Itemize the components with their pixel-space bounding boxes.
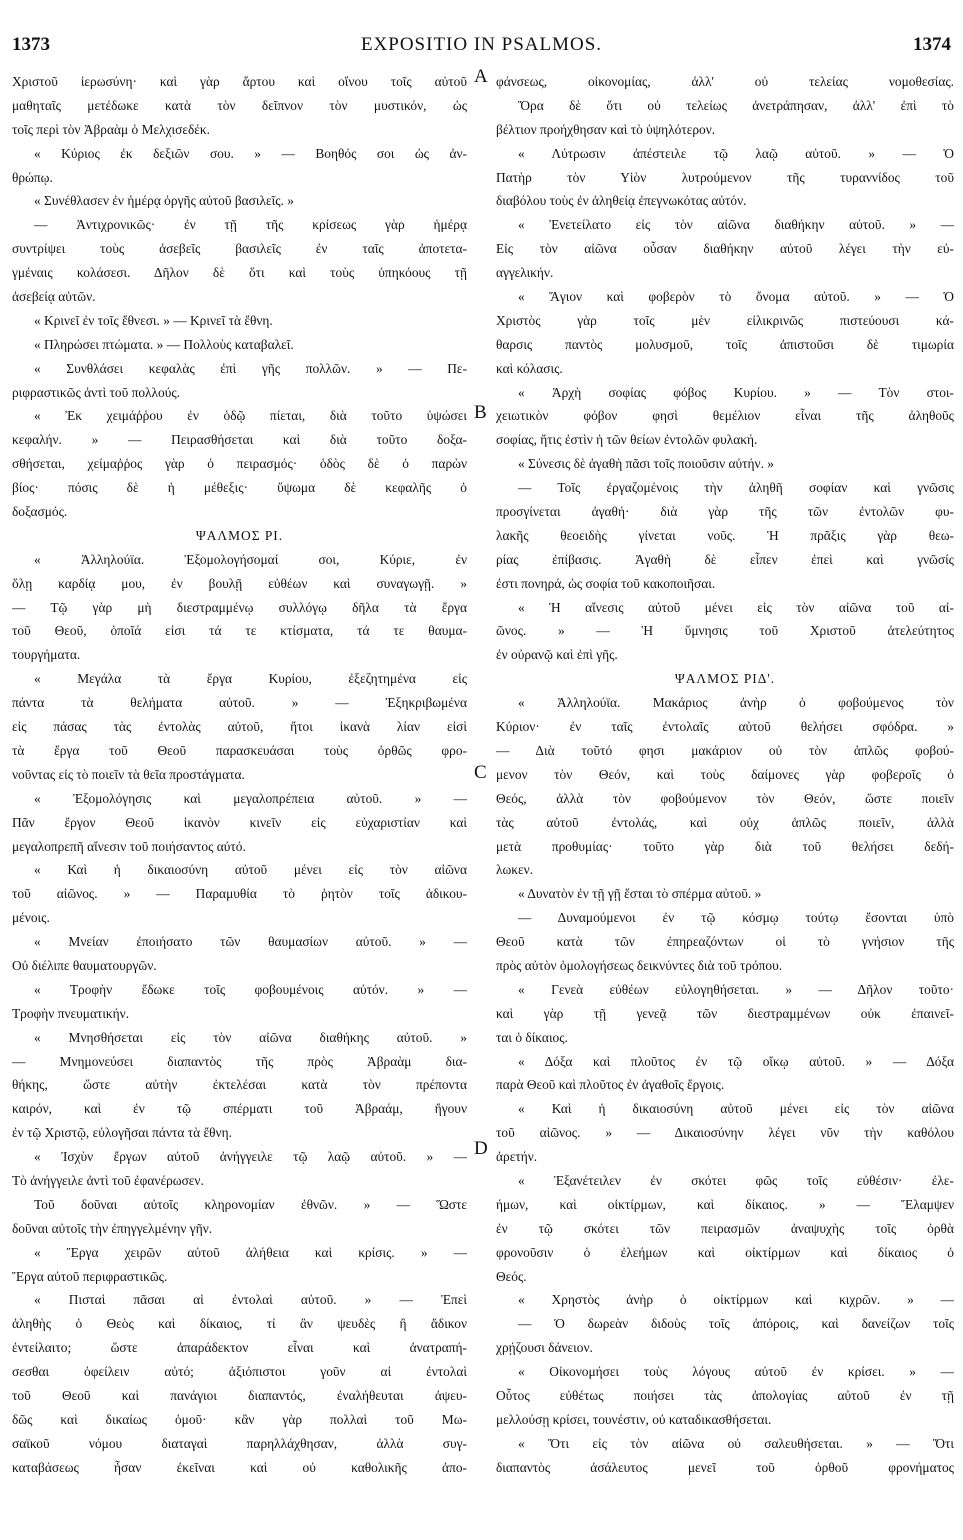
text-line: ἀρετήν. bbox=[496, 1149, 538, 1165]
text-line: φάνσεως, οἰκονομίας, ἀλλ' οὐ τελείας νομοθεσίας. bbox=[496, 74, 954, 89]
text-line: δῶς καὶ δικαίως ὁμοῦ· κἂν γὰρ πολλαὶ τοῦ Μω- bbox=[12, 1411, 467, 1427]
text-line: μετὰ προθυμίας· τοῦτο γὰρ διὰ τοῦ θελήσει δεδή- bbox=[496, 838, 954, 854]
text-line: « Κρινεῖ ἐν τοῖς ἔθνεσι. » — Κρινεῖ τὰ ἔθνη. bbox=[34, 312, 273, 328]
text-line: « Δόξα καὶ πλοῦτος ἐν τῷ οἴκῳ αὐτοῦ. » — Δόξα bbox=[518, 1053, 954, 1069]
text-line: ἐστι πονηρά, ὡς σοφία τοῦ κακοποιῆσαι. bbox=[496, 575, 716, 591]
text-line: « Ἰσχὺν ἔργων αὐτοῦ ἀνήγγειλε τῷ λαῷ αὐτοῦ. » — bbox=[34, 1149, 467, 1165]
text-line: « Ὅτι εἰς τὸν αἰῶνα οὐ σαλευθήσεται. » — Ὅτι bbox=[518, 1435, 954, 1451]
text-line: σοφίας, ἥτις ἐστὶν ἡ τῶν θείων ἐντολῶν φυλακή. bbox=[496, 432, 758, 448]
text-line: γμέναις κολάσεσι. Δῆλον δὲ ὅτι καὶ τοὺς ὑπηκόους τῇ bbox=[12, 265, 467, 281]
text-line: Πατὴρ τὸν Υἱὸν λυτρούμενον τῆς τυραννίδος τοῦ bbox=[496, 169, 954, 185]
text-line: ῶνος. » — Ἡ ὕμνησις τοῦ Χριστοῦ ἀτελεύτητος bbox=[496, 623, 954, 639]
text-line: — Μνημονεύσει διαπαντὸς τῆς πρὸς Ἀβραὰμ δια- bbox=[12, 1053, 467, 1069]
text-line: Κύριον· ἐν ταῖς ἐντολαῖς αὐτοῦ θελήσει σφόδρα. » bbox=[496, 719, 954, 735]
text-line: σεσθαι ὀφείλειν αὐτό; ἀξιόπιστοι γοῦν αἱ ἐντολαὶ bbox=[12, 1364, 467, 1380]
text-line: « Ἐξομολόγησις καὶ μεγαλοπρέπεια αὐτοῦ. » — bbox=[34, 790, 467, 806]
text-line: « Ἀλληλούϊα. Ἐξομολογήσομαί σοι, Κύριε, ἐν bbox=[34, 551, 467, 567]
text-line: « Τροφὴν ἔδωκε τοῖς φοβουμένοις αὐτόν. » — bbox=[34, 981, 467, 997]
text-line: « Ἐκ χειμάῤῥου ἐν ὁδῷ πίεται, διὰ τοῦτο ὑψώσει bbox=[34, 408, 467, 424]
psalm-heading: ΨΑΛΜΟΣ ΡΙΔ'. bbox=[674, 671, 776, 687]
text-line: ἀσεβείᾳ αὐτῶν. bbox=[12, 289, 96, 305]
page-number-right: 1374 bbox=[913, 34, 951, 55]
text-line: « Ἐνετείλατο εἰς τὸν αἰῶνα διαθήκην αὐτοῦ. » — bbox=[518, 217, 954, 233]
text-line: — Δυναμούμενοι ἐν τῷ κόσμῳ τούτῳ ἔσονται ὑπὸ bbox=[518, 910, 954, 926]
text-line: προσγίνεται ἀγαθή· διὰ γὰρ τῆς τῶν ἐντολῶν φυ- bbox=[496, 504, 954, 520]
text-line: « Χρηστὸς ἀνὴρ ὁ οἰκτίρμων καὶ κιχρῶν. » — bbox=[518, 1292, 954, 1308]
text-line: χειωτικὸν φόβον φησὶ θεμέλιον εἶναι τῆς ἀληθοῦς bbox=[496, 408, 954, 424]
text-line: « Μεγάλα τὰ ἔργα Κυρίου, ἐξεζητημένα εἰς bbox=[34, 671, 467, 687]
section-marker-d: D bbox=[474, 1138, 488, 1159]
text-line: Χριστοῦ ἱερωσύνη· καὶ γὰρ ἄρτου καὶ οἴνου τοῖς αὐτοῦ bbox=[12, 74, 467, 89]
text-line: αγγελικήν. bbox=[496, 265, 554, 281]
text-line: καὶ κόλασις. bbox=[496, 360, 563, 376]
text-line: — Ἀντιχρονικῶς· ἐν τῇ τῆς κρίσεως γὰρ ἡμέρᾳ bbox=[34, 217, 467, 233]
text-line: Ἔργα αὐτοῦ περιφραστικῶς. bbox=[12, 1268, 168, 1284]
text-line: « Ἡ αἴνεσις αὐτοῦ μένει εἰς τὸν αἰῶνα τοῦ αἰ- bbox=[518, 599, 954, 615]
text-line: « Μνησθήσεται εἰς τὸν αἰῶνα διαθήκης αὐτοῦ. » bbox=[34, 1029, 467, 1045]
text-line: Οὗτος εὐθέτως ποιήσει τὰς ἀπολογίας αὐτοῦ ἐν τῇ bbox=[496, 1387, 954, 1403]
text-line: « Συνέθλασεν ἐν ἡμέρᾳ ὀργῆς αὐτοῦ βασιλεῖς. » bbox=[34, 193, 294, 209]
text-line: δοξασμός. bbox=[12, 504, 68, 520]
text-line: μελλούσῃ κρίσει, τουνέστιν, οὐ καταδικασθήσεται. bbox=[496, 1411, 772, 1427]
section-marker-c: C bbox=[474, 762, 487, 783]
text-line: ἐν τῷ Χριστῷ, εὐλογῆσαι πάντα τὰ ἔθνη. bbox=[12, 1125, 232, 1141]
page-number-left: 1373 bbox=[12, 34, 50, 55]
text-line: τὰς αὐτοῦ ἐντολάς, καὶ οὐχ ἁπλῶς ποιεῖν, ἀλλὰ bbox=[496, 814, 954, 830]
text-line: « Πισταὶ πᾶσαι αἱ ἐντολαὶ αὐτοῦ. » — Ἐπεὶ bbox=[34, 1292, 467, 1308]
text-line: τὰ ἔργα τοῦ Θεοῦ παρασκευάσαι τοὺς ὀρθῶς φρο- bbox=[12, 742, 467, 758]
text-line: καταβάσεως ἦσαν ἐκεῖναι καὶ οὐ καθολικῆς ἀπο- bbox=[12, 1459, 467, 1475]
text-line: ἐν οὐρανῷ καὶ ἐπὶ γῆς. bbox=[496, 647, 618, 663]
section-marker-b: B bbox=[474, 402, 487, 423]
text-line: τουργήματα. bbox=[12, 647, 81, 663]
text-line: μαθηταῖς μετέδωκε κατὰ τὸν δεῖπνον τὸν μυστικόν, ὡς bbox=[12, 97, 467, 113]
text-line: ται ὁ δίκαιος. bbox=[496, 1029, 568, 1045]
text-line: « Σύνεσις δὲ ἀγαθὴ πᾶσι τοῖς ποιοῦσιν αὐτήν. » bbox=[518, 456, 774, 472]
psalm-heading: ΨΑΛΜΟΣ ΡΙ. bbox=[195, 527, 284, 543]
text-line: « Πληρώσει πτώματα. » — Πολλοὺς καταβαλεῖ. bbox=[34, 336, 294, 352]
text-line: διαβόλου τοὺς ἐν ἀληθείᾳ ἐπεγνωκότας αὐτόν. bbox=[496, 193, 747, 209]
text-line: « Ἀρχὴ σοφίας φόβος Κυρίου. » — Τὸν στοι- bbox=[518, 384, 954, 400]
text-line: « Συνθλάσει κεφαλὰς ἐπὶ γῆς πολλῶν. » — Πε- bbox=[34, 360, 467, 376]
text-line: σαϊκοῦ νόμου διαταγαὶ παρηλλάχθησαν, ἀλλὰ συγ- bbox=[12, 1435, 467, 1451]
text-line: « Ἅγιον καὶ φοβερὸν τὸ ὄνομα αὐτοῦ. » — Ὁ bbox=[518, 289, 954, 305]
text-line: βέλτιον προήχθησαν καὶ τὸ ὑψηλότερον. bbox=[496, 121, 716, 137]
text-line: Χριστὸς γὰρ τοῖς μὲν εἰλικρινῶς πιστεύουσι κά- bbox=[496, 312, 954, 328]
text-line: ἀληθὴς ὁ Θεὸς καὶ δίκαιος, τί ἂν ψευδὲς ἢ ἄδικον bbox=[12, 1316, 467, 1332]
text-line: — Διὰ τοῦτό φησι μακάριον οὐ τὸν ἁπλῶς φοβού- bbox=[496, 742, 954, 758]
text-line: μεγαλοπρεπῆ αἴνεσιν τοῦ ποιήσαντος αὐτό. bbox=[12, 838, 246, 854]
text-line: « Λύτρωσιν ἀπέστειλε τῷ λαῷ αὐτοῦ. » — Ὁ bbox=[518, 145, 954, 161]
text-line: παρὰ Θεοῦ καὶ πλοῦτος ἐν ἀγαθοῖς ἔργοις. bbox=[496, 1077, 725, 1093]
text-line: « Γενεὰ εὐθέων εὐλογηθήσεται. » — Δῆλον τοῦτο· bbox=[518, 981, 954, 997]
text-line: Πᾶν ἔργον Θεοῦ ἱκανὸν κινεῖν εἰς εὐχαριστίαν καὶ bbox=[12, 814, 467, 830]
text-line: διαπαντὸς ἀσάλευτος μενεῖ τοῦ ὀρθοῦ φρονήματος bbox=[496, 1459, 954, 1475]
text-line: ριφραστικῶς ἀντὶ τοῦ πολλούς. bbox=[12, 384, 180, 400]
text-line: — Ὁ δωρεὰν διδοὺς τοῖς ἀπόροις, καὶ δανείζων τοῖς bbox=[518, 1316, 954, 1332]
text-line: βίος· πόσις δὲ ἡ μέθεξις· ὕψωμα δὲ κεφαλῆς ὁ bbox=[12, 480, 467, 496]
text-line: θαρσις παντὸς μολυσμοῦ, τοῖς ἀπιστοῦσι δὲ τιμωρία bbox=[496, 336, 954, 352]
text-line: πρὸς αὐτὸν ὁμολογήσεως δεικνύντες διὰ τοῦ τρόπου. bbox=[496, 957, 783, 973]
text-line: Τὸ ἀνήγγειλε ἀντὶ τοῦ ἐφανέρωσεν. bbox=[12, 1172, 204, 1188]
text-line: ἐντείλαιτο; ὥστε ἀπαράδεκτον εἶναι καὶ ἀνατραπή- bbox=[12, 1340, 467, 1356]
right-column bbox=[496, 70, 954, 1480]
text-line: Θεοῦ κατὰ τῶν ἐπηρεαζόντων οἱ τὸ γνήσιον τῆς bbox=[496, 934, 954, 950]
running-title: EXPOSITIO IN PSALMOS. bbox=[360, 34, 603, 55]
text-line: τοῦ αἰῶνος. » — Παραμυθία τὸ ῥητὸν τοῖς ἀδικου- bbox=[12, 886, 467, 902]
text-line: χρῄζουσι δάνειον. bbox=[496, 1340, 593, 1356]
page-header bbox=[0, 0, 963, 60]
text-line: ήμων, καὶ οἰκτίρμων, καὶ δίκαιος. » — Ἔλαμψεν bbox=[496, 1196, 954, 1212]
text-line: Ὅρα δὲ ὅτι οὐ τελείως ἀνετράπησαν, ἀλλ' ἐπὶ τὸ bbox=[518, 97, 954, 113]
text-line: « Καὶ ἡ δικαιοσύνη αὐτοῦ μένει εἰς τὸν αἰῶνα bbox=[518, 1101, 954, 1117]
text-line: λωκεν. bbox=[496, 862, 534, 878]
text-line: « Ἔργα χειρῶν αὐτοῦ ἀλήθεια καὶ κρίσις. » — bbox=[34, 1244, 467, 1260]
text-line: τοῦ Θεοῦ, ὁποῖά εἰσι τά τε κτίσματα, τά τε θαυμα- bbox=[12, 623, 467, 639]
text-line: Εἰς τὸν αἰῶνα οὖσαν διαθήκην αὐτοῦ λέγει τὴν εὐ- bbox=[496, 241, 954, 257]
left-column bbox=[12, 70, 467, 1480]
text-line: μενον τὸν Θεόν, καὶ τοὺς δαίμονες γὰρ φοβεροῖς ὁ bbox=[496, 766, 954, 782]
text-line: Θεός. bbox=[496, 1268, 527, 1284]
text-line: τοῦ Θεοῦ καὶ πανάγιοι διαπαντός, ἐναλήθευται ἀψευ- bbox=[12, 1387, 467, 1403]
text-line: Οὐ διέλιπε θαυματουργῶν. bbox=[12, 957, 157, 973]
text-line: δοῦναι αὐτοῖς τὴν ἐπηγγελμένην γῆν. bbox=[12, 1220, 213, 1236]
text-line: κεφαλήν. » — Πειρασθήσεται καὶ διὰ τοῦτο δοξα- bbox=[12, 432, 467, 448]
text-line: καὶ γὰρ τῇ γενεᾷ τῶν διεστραμμένων οὐκ ἐπαινεῖ- bbox=[496, 1005, 954, 1021]
text-line: νοῦντας εἰς τὸ ποιεῖν τὰ θεῖα προστάγματα. bbox=[12, 766, 245, 782]
text-line: « Ἀλληλούϊα. Μακάριος ἀνὴρ ὁ φοβούμενος τὸν bbox=[518, 695, 954, 711]
text-line: ἐν τῷ σκότει τῶν πειρασμῶν ἀναψυχὴς τοῖς ὀρθὰ bbox=[496, 1220, 954, 1236]
text-line: φρονοῦσιν ὁ ἐλεήμων καὶ οἰκτίρμων καὶ δίκαιος ὁ bbox=[496, 1244, 954, 1260]
text-line: θήκης, ὥστε αὐτὴν ἐκτελέσαι κατὰ τὸν πρέποντα bbox=[12, 1077, 467, 1093]
text-line: πάντα τὰ θελήματα αὐτοῦ. » — Ἐξηκριβωμένα bbox=[12, 695, 467, 711]
text-line: ὅλῃ καρδίᾳ μου, ἐν βουλῇ εὐθέων καὶ συναγωγῇ. » bbox=[12, 575, 467, 591]
text-line: « Κύριος ἐκ δεξιῶν σου. » — Βοηθός σοι ὡς ἀν- bbox=[34, 145, 467, 161]
text-line: — Τοῖς ἐργαζομένοις τὴν ἀληθῆ σοφίαν καὶ γνῶσις bbox=[518, 480, 954, 496]
text-line: συντρίψει τοὺς ἀσεβεῖς βασιλεῖς ἐν ταῖς ἀποτετα- bbox=[12, 241, 467, 257]
text-line: ρίας ἐπίβασις. Ἀγαθὴ δὲ εἶπεν ἐπεὶ καὶ γνῶσίς bbox=[496, 551, 954, 567]
text-line: « Ἐξανέτειλεν ἐν σκότει φῶς τοῖς εὐθέσιν· ἐλε- bbox=[518, 1172, 954, 1188]
text-line: εἰς πάσας τὰς ἐντολὰς αὐτοῦ, ἤτοι ἱκανὰ λίαν εἰσὶ bbox=[12, 719, 467, 735]
text-line: καιρόν, καὶ ἐν τῷ σπέρματι τοῦ Ἀβραάμ, ἤγουν bbox=[12, 1101, 467, 1117]
text-line: τοῦ αἰῶνος. » — Δικαιοσύνην λέγει νῦν τὴν καθόλου bbox=[496, 1125, 954, 1141]
text-line: μένοις. bbox=[12, 910, 50, 926]
text-line: Θεός, ἀλλὰ τὸν φοβούμενον τὸν Θεόν, ὥστε ποιεῖν bbox=[496, 790, 954, 806]
text-line: Τοῦ δοῦναι αὐτοῖς κληρονομίαν ἐθνῶν. » — Ὥστε bbox=[34, 1196, 467, 1212]
text-line: « Μνείαν ἐποιήσατο τῶν θαυμασίων αὐτοῦ. » — bbox=[34, 934, 467, 950]
text-line: « Καὶ ἡ δικαιοσύνη αὐτοῦ μένει εἰς τὸν αἰῶνα bbox=[34, 862, 467, 878]
text-line: τοῖς περὶ τὸν Ἀβραὰμ ὁ Μελχισεδέκ. bbox=[12, 121, 211, 137]
text-line: Τροφὴν πνευματικήν. bbox=[12, 1005, 130, 1021]
text-line: σθήσεται, χείμαῤῥος γὰρ ὁ πειρασμός· ὁδὸς δὲ ὁ παρὼν bbox=[12, 456, 467, 472]
text-line: « Δυνατὸν ἐν τῇ γῇ ἔσται τὸ σπέρμα αὐτοῦ. » bbox=[518, 886, 762, 902]
text-line: λακῆς θεοειδὴς γίνεται νοῦς. Ἡ πρᾶξις γὰρ θεω- bbox=[496, 527, 954, 543]
text-line: — Τῷ γὰρ μὴ διεστραμμένῳ συλλόγῳ δῆλα τὰ ἔργα bbox=[12, 599, 467, 615]
section-marker-a: A bbox=[474, 66, 488, 87]
text-line: « Οἰκονομήσει τοὺς λόγους αὐτοῦ ἐν κρίσει. » — bbox=[518, 1364, 954, 1380]
text-line: θρώπῳ. bbox=[12, 169, 53, 185]
